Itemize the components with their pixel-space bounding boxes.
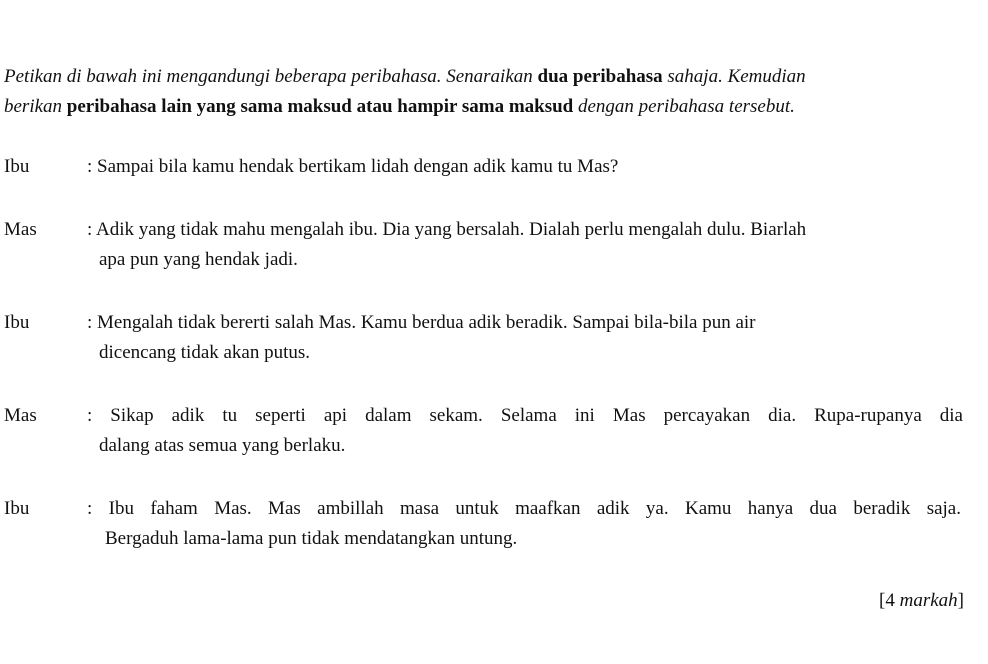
dialogue-line: : Adik yang tidak mahu mengalah ibu. Dia yang bersalah. Dialah perlu mengalah dulu. Biarlah [87, 219, 807, 240]
speaker-label: Mas [4, 219, 37, 240]
dialogue-line: : Mengalah tidak bererti salah Mas. Kamu berdua adik beradik. Sampai bila-bila pun air [87, 312, 756, 333]
instruction-text-4: dengan peribahasa tersebut. [573, 96, 795, 117]
speaker-label: Ibu [4, 312, 30, 333]
question-instruction [4, 62, 979, 122]
instruction-bold-2: peribahasa lain yang sama maksud atau hampir sama maksud [66, 96, 574, 117]
speaker-label: Mas [4, 405, 37, 426]
marks-close: ] [957, 590, 964, 611]
dialogue-line: : Sampai bila kamu hendak bertikam lidah dengan adik kamu tu Mas? [87, 156, 619, 177]
speaker-label: Ibu [4, 498, 30, 519]
instruction-text-1: Petikan di bawah ini mengandungi beberapa peribahasa. Senaraikan [4, 66, 538, 87]
instruction-text-2: sahaja. Kemudian [662, 66, 806, 87]
dialogue-line: Bergaduh lama-lama pun tidak mendatangkan untung. [105, 528, 518, 549]
marks-label [879, 586, 964, 616]
marks-open: [4 [879, 590, 900, 611]
dialogue-line: : Sikap adik tu seperti api dalam sekam. Selama ini Mas percayakan dia. Rupa-rupanya dia [87, 405, 963, 426]
marks-word: markah [899, 590, 958, 611]
dialogue-line: dalang atas semua yang berlaku. [99, 435, 346, 456]
speaker-label: Ibu [4, 156, 30, 177]
dialogue-line: apa pun yang hendak jadi. [99, 249, 298, 270]
instruction-text-3: berikan [4, 96, 67, 117]
dialogue-line: dicencang tidak akan putus. [99, 342, 311, 363]
dialogue-line: : Ibu faham Mas. Mas ambillah masa untuk maafkan adik ya. Kamu hanya dua beradik saja. [87, 498, 961, 519]
instruction-bold-1: dua peribahasa [537, 66, 663, 87]
